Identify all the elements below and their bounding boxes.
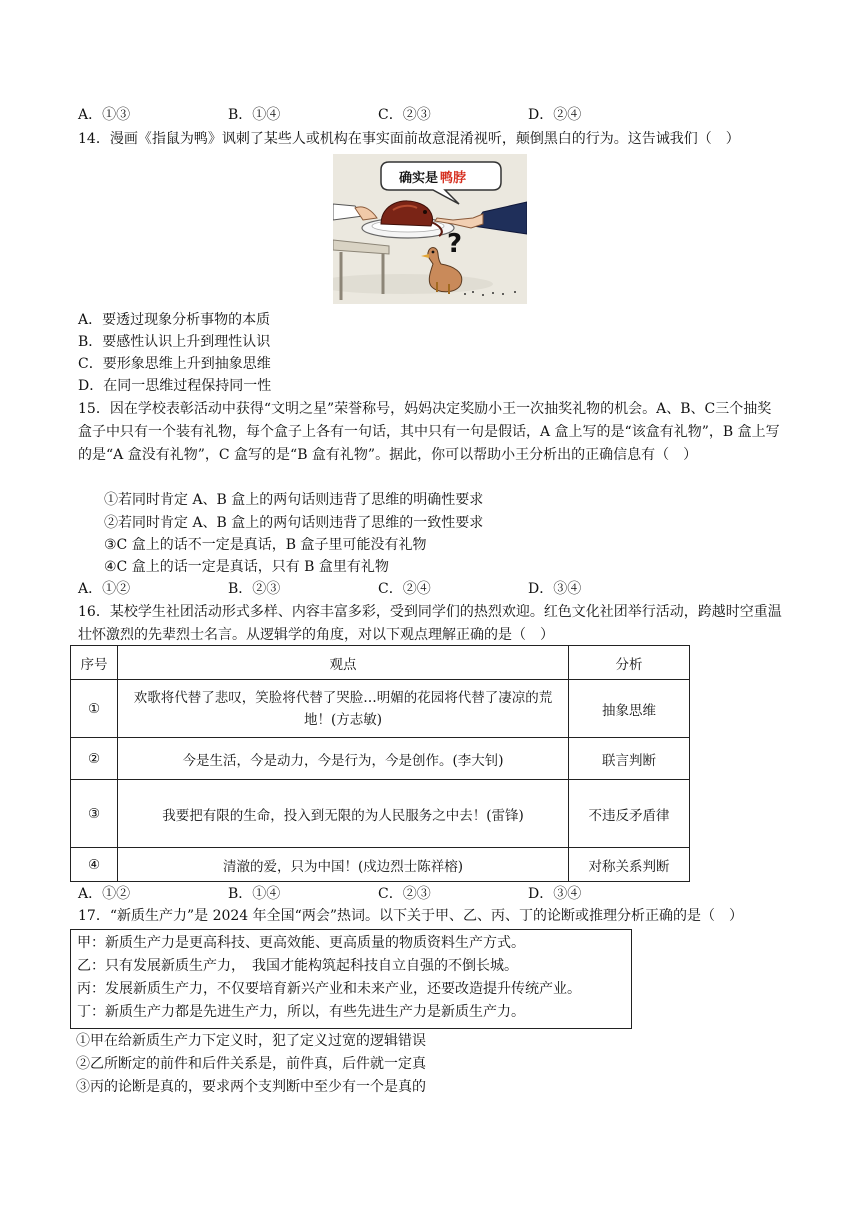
row-no: ③ xyxy=(71,780,118,848)
q16-option-c: C．②③ xyxy=(378,886,431,902)
q17-item-1: ①甲在给新质生产力下定义时，犯了定义过宽的逻辑错误 xyxy=(76,1033,426,1049)
table-header-row xyxy=(71,646,690,680)
header-view: 观点 xyxy=(118,646,569,680)
table-row xyxy=(71,680,690,738)
q14-stem: 14．漫画《指鼠为鸭》讽刺了某些人或机构在事实面前故意混淆视听，颠倒黑白的行为。这告诫我们（ ） xyxy=(78,131,740,147)
q14-option-d: D．在同一思维过程保持同一性 xyxy=(78,378,272,394)
q17-item-2: ②乙所断定的前件和后件关系是，前件真，后件就一定真 xyxy=(76,1056,426,1072)
q16-stem: 16．某校学生社团活动形式多样、内容丰富多彩，受到同学们的热烈欢迎。红色文化社团举行活动，跨越时空重温壮怀激烈的先辈烈士名言。从逻辑学的角度，对以下观点理解正确的是（ ） xyxy=(78,604,782,643)
table-row xyxy=(71,738,690,780)
q15-stem: 15．因在学校表彰活动中获得“文明之星”荣誉称号，妈妈决定奖励小王一次抽奖礼物的机会。A、B、C三个抽奖盒子中只有一个装有礼物，每个盒子上各有一句话，其中只有一句是假话，A 盒上写的是“该盒有礼物”，B 盒上写的是“A 盒没有礼物”，C 盒写的是“B 盒有礼物”。据此，你可以帮助小王分析出的正确信息有（ ） xyxy=(78,401,780,463)
q16-options xyxy=(78,884,778,904)
q13-option-a: A．①③ xyxy=(78,107,131,123)
q15-option-d: D．③④ xyxy=(528,581,582,597)
header-no: 序号 xyxy=(71,646,118,680)
row-analysis: 不违反矛盾律 xyxy=(569,780,690,848)
table-row xyxy=(71,848,690,882)
q13-options xyxy=(78,105,778,125)
q15-item-2: ②若同时肯定 A、B 盒上的两句话则违背了思维的一致性要求 xyxy=(104,515,484,531)
q15-item-3: ③C 盒上的话不一定是真话，B 盒子里可能没有礼物 xyxy=(104,537,427,553)
q16-option-b: B．①④ xyxy=(228,886,281,902)
q17-stem: 17．“新质生产力”是 2024 年全国“两会”热词。以下关于甲、乙、丙、丁的论断或推理分析正确的是（ ） xyxy=(78,908,743,924)
table-row xyxy=(71,780,690,848)
q14-option-c: C．要形象思维上升到抽象思维 xyxy=(78,356,271,372)
q16-option-a: A．①② xyxy=(78,886,131,902)
q13-option-b: B．①④ xyxy=(228,107,281,123)
statement-jia: 甲：新质生产力是更高科技、更高效能、更高质量的物质资料生产方式。 xyxy=(77,935,525,951)
bubble-text-2: 鸭脖 xyxy=(440,171,467,186)
q15-item-4: ④C 盒上的话一定是真话，只有 B 盒里有礼物 xyxy=(104,559,389,575)
row-view: 清澈的爱，只为中国！(戍边烈士陈祥榕) xyxy=(118,848,569,882)
q13-option-c: C．②③ xyxy=(378,107,431,123)
question-mark: ? xyxy=(447,229,463,259)
row-view: 欢歌将代替了悲叹，笑脸将代替了哭脸…明媚的花园将代替了凄凉的荒地！(方志敏) xyxy=(118,680,569,738)
row-analysis: 联言判断 xyxy=(569,738,690,780)
q15-option-a: A．①② xyxy=(78,581,131,597)
q16-table xyxy=(70,645,690,882)
statement-bing: 丙：发展新质生产力，不仅要培育新兴产业和未来产业，还要改造提升传统产业。 xyxy=(77,981,581,997)
q14-option-b: B．要感性认识上升到理性认识 xyxy=(78,334,271,350)
row-no: ② xyxy=(71,738,118,780)
q15-item-1: ①若同时肯定 A、B 盒上的两句话则违背了思维的明确性要求 xyxy=(104,492,484,508)
q14-option-a: A．要透过现象分析事物的本质 xyxy=(78,312,271,328)
q14-cartoon xyxy=(333,154,527,304)
statement-ding: 丁：新质生产力都是先进生产力，所以，有些先进生产力是新质生产力。 xyxy=(77,1004,525,1020)
q17-item-3: ③丙的论断是真的，要求两个支判断中至少有一个是真的 xyxy=(76,1079,426,1095)
q15-option-c: C．②④ xyxy=(378,581,431,597)
statement-yi: 乙：只有发展新质生产力， 我国才能构筑起科技自立自强的不倒长城。 xyxy=(77,958,518,974)
q17-statement-box xyxy=(70,929,632,1029)
row-no: ④ xyxy=(71,848,118,882)
row-analysis: 对称关系判断 xyxy=(569,848,690,882)
row-analysis: 抽象思维 xyxy=(569,680,690,738)
row-view: 我要把有限的生命，投入到无限的为人民服务之中去！(雷锋) xyxy=(118,780,569,848)
row-view: 今是生活，今是动力，今是行为，今是创作。(李大钊) xyxy=(118,738,569,780)
bubble-text-1: 确实是 xyxy=(399,171,439,186)
q13-option-d: D．②④ xyxy=(528,107,582,123)
cartoon-illustration xyxy=(333,154,527,304)
q15-option-b: B．②③ xyxy=(228,581,281,597)
q15-options xyxy=(78,579,778,599)
header-analysis: 分析 xyxy=(569,646,690,680)
q16-option-d: D．③④ xyxy=(528,886,582,902)
row-no: ① xyxy=(71,680,118,738)
